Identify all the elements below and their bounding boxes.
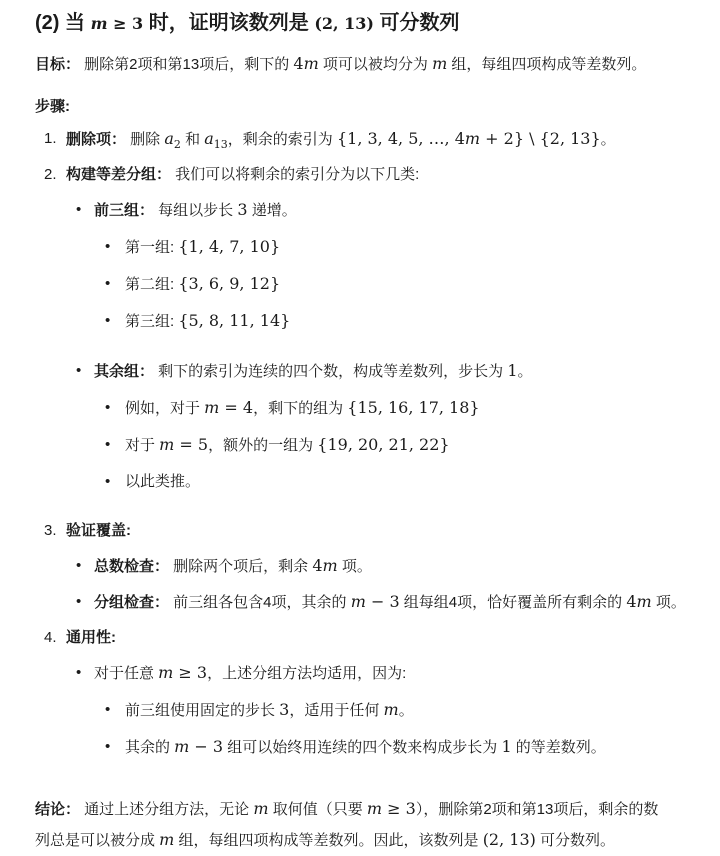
list-number: 2. (44, 166, 57, 183)
bullet-text: 其余组： 剩下的索引为连续的四个数，构成等差数列，步长为 1。 (94, 361, 533, 380)
bullet-icon: • (105, 399, 111, 416)
step-4-sublist (66, 662, 706, 773)
bullet-icon: • (105, 436, 111, 453)
steps-list (35, 128, 706, 773)
list-number: 1. (44, 130, 57, 147)
step-3-sublist (66, 555, 706, 614)
bullet-icon: • (76, 201, 82, 218)
bullet-item-consecutive (105, 736, 706, 759)
bullet-item-total-check (76, 555, 706, 578)
page-title: (2) 当 m ≥ 3 时，证明该数列是 (2, 13) 可分数列 (35, 12, 460, 34)
bullet-text: 对于任意 m ≥ 3，上述分组方法均适用，因为: (94, 663, 407, 682)
bullet-icon: • (105, 701, 111, 718)
bullet-icon: • (105, 473, 111, 490)
groups-sublist (94, 236, 706, 333)
bullet-item-generality (76, 662, 706, 773)
step-4-text: 通用性: (66, 629, 116, 646)
steps-heading: 步骤: (35, 98, 70, 115)
step-3-text: 验证覆盖: (66, 522, 131, 539)
step-2-sublist (66, 199, 706, 507)
bullet-icon: • (76, 664, 82, 681)
bullet-item-group-check (76, 591, 706, 614)
bullet-item-group-3 (105, 310, 706, 333)
list-number: 3. (44, 522, 57, 539)
bullet-icon: • (76, 593, 82, 610)
bullet-icon: • (105, 738, 111, 755)
bullet-icon: • (105, 312, 111, 329)
bullet-text: 前三组使用固定的步长 3，适用于任何 m。 (125, 700, 414, 719)
bullet-text: 其余的 m − 3 组可以始终用连续的四个数来构成步长为 1 的等差数列。 (125, 737, 606, 756)
bullet-item-remaining-groups (76, 360, 706, 507)
conclusion-paragraph: 结论： 通过上述分组方法，无论 m 取何值（只要 m ≥ 3），删除第2项和第13项后，剩余的数列总是可以被分成 m 组，每组四项构成等差数列。因此，该数列是 (2, 13) 可分数列。 (35, 799, 659, 849)
step-item-2 (44, 164, 706, 507)
bullet-item-example-m4 (105, 397, 706, 420)
generality-sublist (94, 699, 706, 759)
step-1-text: 删除项： 删除 $a_2$ 和 $a_{13}$，剩余的索引为 {1, 3, 4, 5, …, 4m + 2} \ {2, 13}。 (66, 129, 616, 152)
examples-sublist (94, 397, 706, 493)
bullet-text: 对于 m = 5，额外的一组为 {19, 20, 21, 22} (125, 435, 450, 454)
goal-paragraph: 目标： 删除第2项和第13项后，剩下的 4m 项可以被均分为 m 组，每组四项构成等差数列。 (35, 54, 647, 73)
bullet-icon: • (105, 238, 111, 255)
bullet-item-etc (105, 471, 706, 493)
bullet-text: 第二组: {3, 6, 9, 12} (125, 274, 281, 293)
step-item-4 (44, 627, 706, 773)
bullet-item-group-2 (105, 273, 706, 296)
bullet-icon: • (105, 275, 111, 292)
bullet-item-first-three-groups (76, 199, 706, 347)
list-number: 4. (44, 629, 57, 646)
bullet-icon: • (76, 362, 82, 379)
bullet-item-group-1 (105, 236, 706, 259)
step-item-1 (44, 128, 706, 151)
bullet-icon: • (76, 557, 82, 574)
bullet-text: 以此类推。 (125, 473, 201, 490)
step-2-text: 构建等差分组： 我们可以将剩余的索引分为以下几类: (66, 166, 420, 183)
bullet-item-fixed-step (105, 699, 706, 722)
bullet-item-example-m5 (105, 434, 706, 457)
bullet-text: 前三组： 每组以步长 3 递增。 (94, 200, 297, 219)
bullet-text: 分组检查： 前三组各包含4项，其余的 m − 3 组每组4项，恰好覆盖所有剩余的 4m 项。 (94, 592, 686, 611)
bullet-text: 总数检查： 删除两个项后，剩余 4m 项。 (94, 556, 372, 575)
bullet-text: 第一组: {1, 4, 7, 10} (125, 237, 281, 256)
bullet-text: 第三组: {5, 8, 11, 14} (125, 311, 291, 330)
step-item-3 (44, 520, 706, 614)
bullet-text: 例如，对于 m = 4，剩下的组为 {15, 16, 17, 18} (125, 398, 480, 417)
